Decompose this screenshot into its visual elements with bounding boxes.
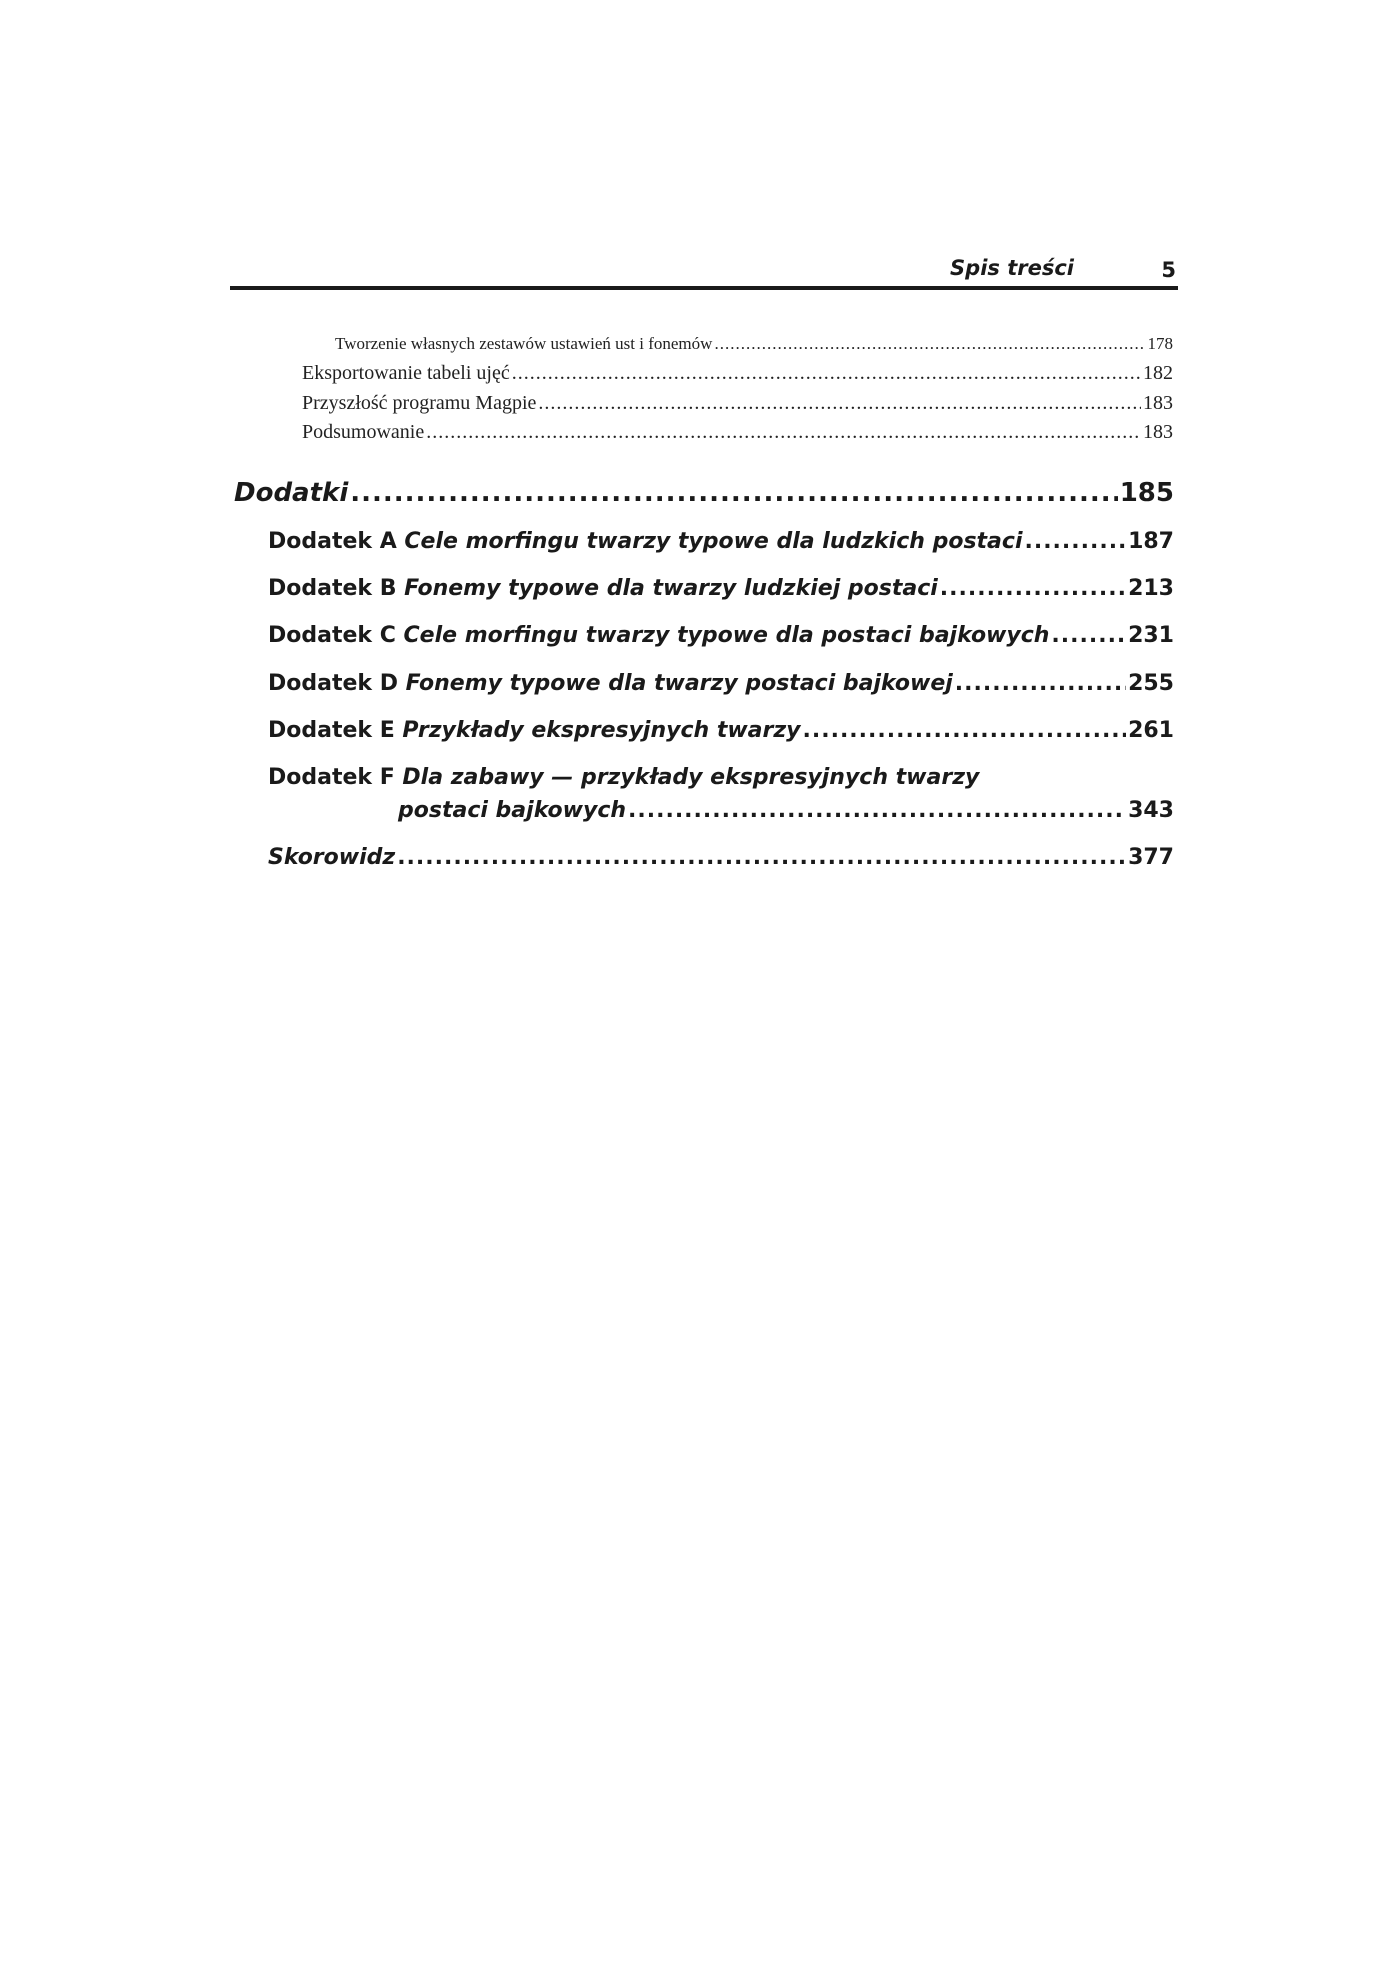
- toc-entry-page: 187: [1128, 529, 1174, 554]
- dot-leader: [1051, 623, 1126, 648]
- toc-entry-part[interactable]: [234, 478, 1174, 508]
- toc-entry-subsection[interactable]: [302, 362, 1173, 385]
- toc-entry-page: 183: [1143, 392, 1173, 414]
- appendix-key: Dodatek A: [268, 529, 397, 554]
- toc-entry-label: Eksportowanie tabeli ujęć: [302, 362, 510, 384]
- toc-entry-page: 255: [1128, 671, 1174, 696]
- toc-entry-page: 261: [1128, 718, 1174, 743]
- toc-entry-label: Podsumowanie: [302, 421, 425, 443]
- appendix-title: Cele morfingu twarzy typowe dla postaci bajkowych: [403, 623, 1050, 648]
- toc-entry-page: 178: [1147, 334, 1173, 353]
- dot-leader: [1024, 529, 1126, 554]
- toc-entry-page: 343: [1128, 798, 1174, 823]
- toc-entry-appendix-c[interactable]: [268, 623, 1174, 648]
- dot-leader: [426, 421, 1141, 444]
- dot-leader: [538, 392, 1141, 415]
- dot-leader: [714, 334, 1145, 354]
- toc-entry-label: Tworzenie własnych zestawów ustawień ust i fonemów: [335, 334, 713, 353]
- toc-entry-appendix-f-line2[interactable]: [398, 798, 1174, 823]
- appendix-title: Fonemy typowe dla twarzy ludzkiej postaci: [404, 576, 938, 601]
- toc-entry-appendix-e[interactable]: [268, 718, 1174, 743]
- appendix-key: Dodatek B: [268, 576, 397, 601]
- index-label: Skorowidz: [268, 845, 396, 870]
- toc-entry-subsection[interactable]: [302, 421, 1173, 444]
- toc-entry-page: 183: [1143, 421, 1173, 443]
- appendix-title-continuation: postaci bajkowych: [398, 798, 627, 823]
- appendix-key: Dodatek D: [268, 671, 398, 696]
- appendix-title: Dla zabawy — przykłady ekspresyjnych twarzy: [402, 765, 980, 790]
- toc-entry-appendix-d[interactable]: [268, 671, 1174, 696]
- dot-leader: [397, 845, 1126, 870]
- toc-part-label: Dodatki: [234, 478, 349, 508]
- toc-entry-page: 185: [1119, 478, 1174, 508]
- appendix-title: Fonemy typowe dla twarzy postaci bajkowej: [405, 671, 953, 696]
- dot-leader: [512, 362, 1141, 385]
- appendix-key: Dodatek C: [268, 623, 396, 648]
- toc-entry-appendix-a[interactable]: [268, 529, 1174, 554]
- toc-entry-subsection[interactable]: [302, 392, 1173, 415]
- toc-entry-page: 182: [1143, 362, 1173, 384]
- appendix-title: Cele morfingu twarzy typowe dla ludzkich postaci: [404, 529, 1023, 554]
- running-head-page-number: 5: [1161, 258, 1176, 282]
- toc-entry-page: 377: [1128, 845, 1174, 870]
- dot-leader: [803, 718, 1127, 743]
- toc-entry-label: Przyszłość programu Magpie: [302, 392, 537, 414]
- dot-leader: [628, 798, 1126, 823]
- toc-entry-index[interactable]: [268, 845, 1174, 870]
- running-head: [230, 256, 1178, 286]
- appendix-key: Dodatek E: [268, 718, 395, 743]
- appendix-title: Przykłady ekspresyjnych twarzy: [402, 718, 801, 743]
- toc-entry-page: 213: [1128, 576, 1174, 601]
- dot-leader: [350, 478, 1117, 508]
- appendix-key: Dodatek F: [268, 765, 395, 790]
- toc-entry-subsection[interactable]: [335, 334, 1173, 354]
- toc-entry-appendix-b[interactable]: [268, 576, 1174, 601]
- toc-entry-appendix-f-line1[interactable]: [268, 765, 979, 790]
- header-rule: [230, 286, 1178, 290]
- dot-leader: [940, 576, 1126, 601]
- running-head-title: Spis treści: [950, 256, 1074, 280]
- dot-leader: [955, 671, 1126, 696]
- toc-entry-page: 231: [1128, 623, 1174, 648]
